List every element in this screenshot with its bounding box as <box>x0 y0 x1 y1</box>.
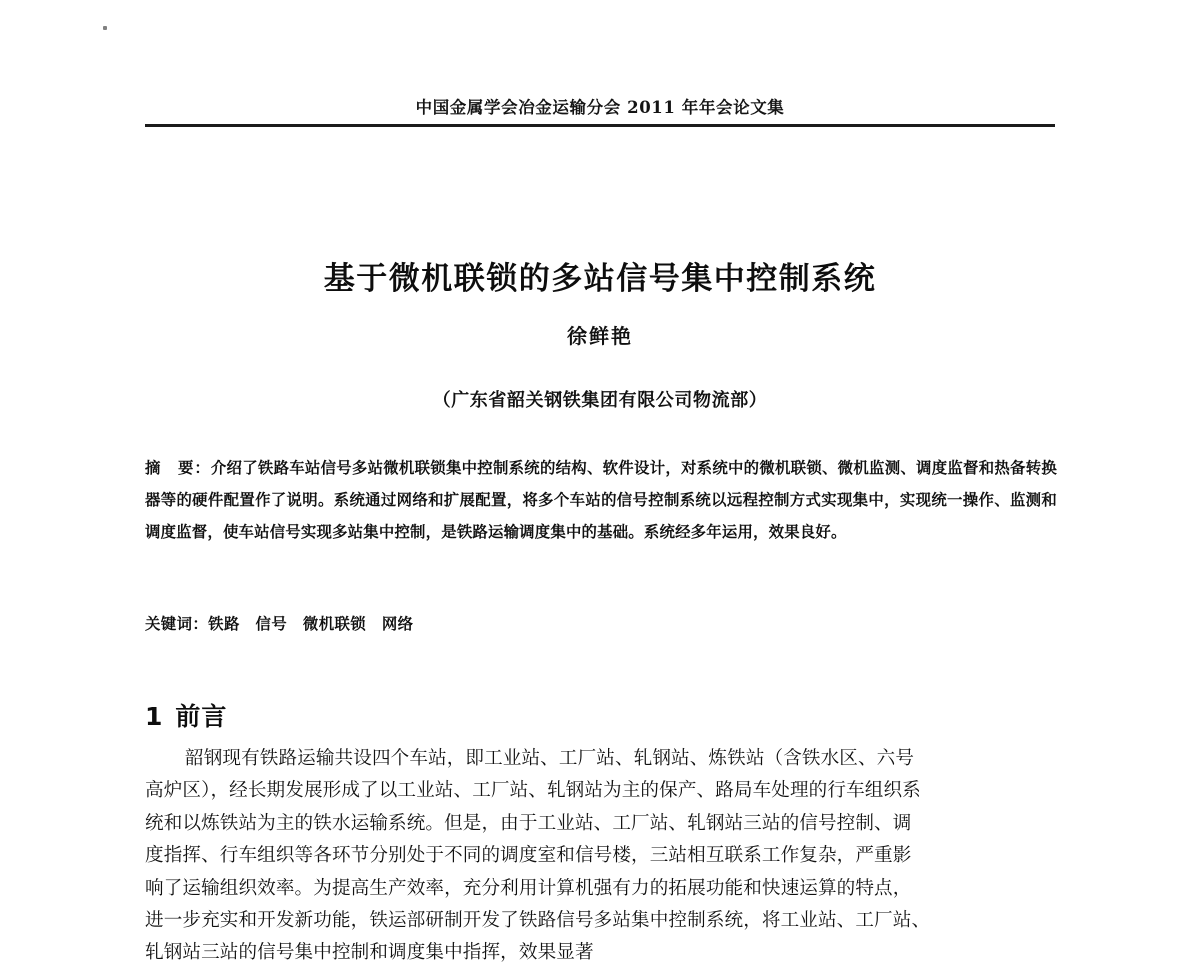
abstract-block <box>145 452 1057 548</box>
body-line <box>145 775 1057 807</box>
page-title: 基于微机联锁的多站信号集中控制系统 <box>323 260 877 297</box>
body-paragraph <box>145 743 1057 970</box>
body-line <box>145 840 1057 872</box>
keywords-label: 关键词： <box>145 615 209 633</box>
author-name: 徐鲜艳 <box>567 324 633 348</box>
body-line-text: 统和以炼铁站为主的铁水运输系统。但是，由于工业站、工厂站、轧钢站三站的信号控制、调 <box>145 812 912 834</box>
body-line-text: 轧钢站三站的信号集中控制和调度集中指挥，效果显著 <box>145 942 594 964</box>
body-line-text: 度指挥、行车组织等各环节分别处于不同的调度室和信号楼，三站相互联系工作复杂，严重影 <box>145 845 912 867</box>
body-line-text: 高炉区），经长期发展形成了以工业站、工厂站、轧钢站为主的保产、路局车处理的行车组织系 <box>145 780 921 802</box>
body-line-text: 韶钢现有铁路运输共设四个车站，即工业站、工厂站、轧钢站、炼铁站（含铁水区、六号 <box>185 748 915 769</box>
running-head: 中国金属学会冶金运输分会 2011 年年会论文集 <box>415 98 785 117</box>
body-line <box>145 743 1057 775</box>
scan-artifact-speck <box>103 26 107 30</box>
abstract-label: 摘 要： <box>145 459 211 477</box>
keywords-terms: 铁路 信号 微机联锁 网络 <box>208 615 414 633</box>
author-affiliation: （广东省韶关钢铁集团有限公司物流部） <box>432 390 768 411</box>
abstract-text: 介绍了铁路车站信号多站微机联锁集中控制系统的结构、软件设计，对系统中的微机联锁、微机监测、调度监督和热备转换器等的硬件配置作了说明。系统通过网络和扩展配置，将多个车站的信号控制系统以远程控制方式实现集中，实现统一操作、监测和调度监督，使车站信号实现多站集中控制，是铁路运输调度集中的基础。系统经多年运用，效果良好。 <box>145 459 1057 541</box>
header-rule-divider <box>145 124 1055 127</box>
body-line <box>145 808 1057 840</box>
body-line <box>145 937 1057 969</box>
body-line <box>145 905 1057 937</box>
body-line-text: 响了运输组织效率。为提高生产效率，充分利用计算机强有力的拓展功能和快速运算的特点， <box>145 877 912 899</box>
section-heading <box>145 697 227 733</box>
keywords-block <box>145 612 1057 634</box>
section-number: 1 <box>145 701 164 731</box>
body-line-text: 进一步充实和开发新功能，铁运部研制开发了铁路信号多站集中控制系统，将工业站、工厂站、 <box>145 910 931 932</box>
body-line <box>145 873 1057 905</box>
section-title: 前言 <box>175 701 228 731</box>
